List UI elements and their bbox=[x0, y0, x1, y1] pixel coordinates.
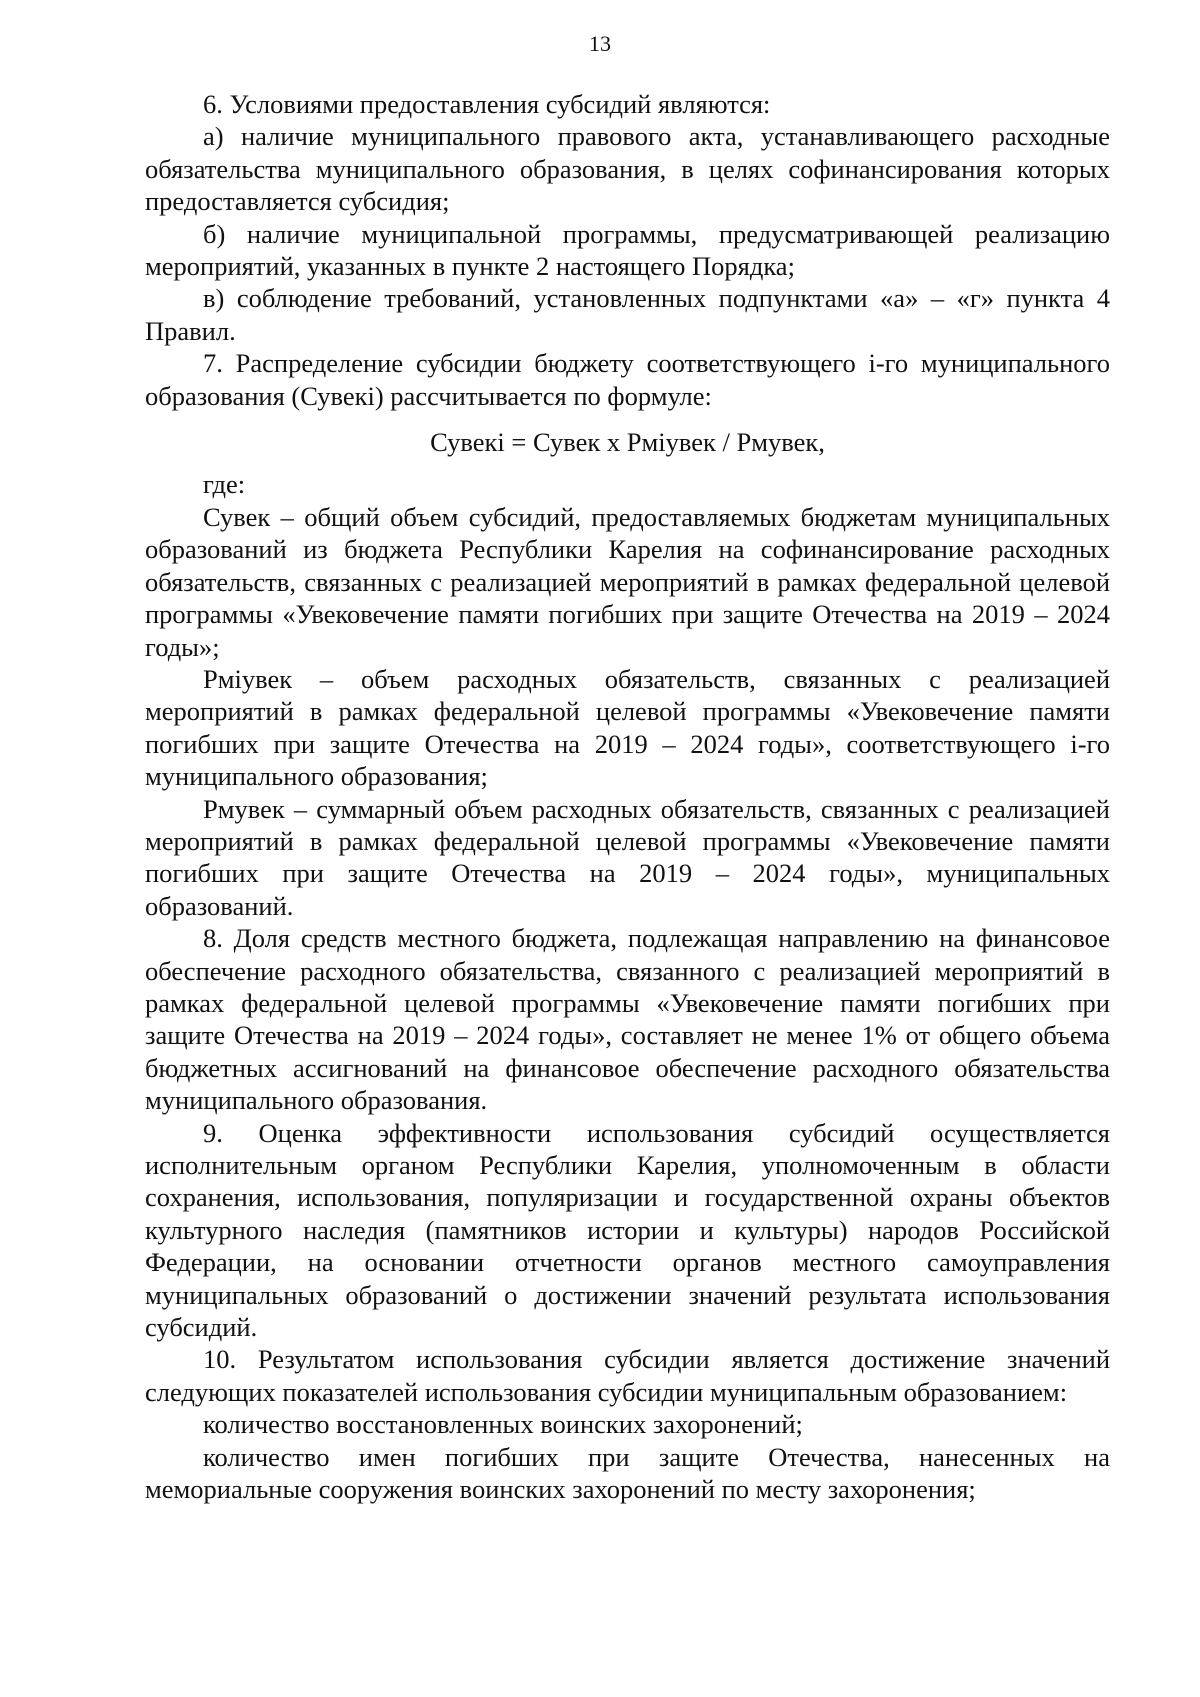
paragraph-6c: в) соблюдение требований, установленных подпунктами «а» – «г» пункта 4 Правил. bbox=[145, 283, 1110, 346]
paragraph-7: 7. Распределение субсидии бюджету соответствующего i-го муниципального образования (Сувекi) рассчитывается по формуле: bbox=[145, 348, 1110, 411]
paragraph-6b: б) наличие муниципальной программы, предусматривающей реализацию мероприятий, указанных в пункте 2 настоящего Порядка; bbox=[145, 218, 1110, 282]
definition-suvek: Сувек – общий объем субсидий, предоставляемых бюджетам муниципальных образований из бюджета Республики Карелия на софинансирование расходных обязательств, связанных с реализацией мероприятий в рамках федеральной целевой программы «Увековечение памяти погибших при защите Отечества на 2019 – 2024 годы»; bbox=[145, 501, 1110, 662]
formula: Сувекi = Сувек x Рмiувек / Рмувек, bbox=[430, 427, 825, 458]
formula-where: где: bbox=[203, 469, 246, 500]
paragraph-9: 9. Оценка эффективности использования субсидий осуществляется исполнительным органом Республики Карелия, уполномоченным в области сохранения, использования, популяризации и государственной охраны объектов культурного наследия (памятников истории и культуры) народов Российской Федерации, на основании отчетности органов местного самоуправления муниципальных образований о достижении значений результата использования субсидий. bbox=[145, 1117, 1110, 1343]
paragraph-6: 6. Условиями предоставления субсидий являются: bbox=[203, 89, 771, 119]
paragraph-10-item-1: количество восстановленных воинских захоронений; bbox=[203, 1409, 803, 1440]
paragraph-8: 8. Доля средств местного бюджета, подлежащая направлению на финансовое обеспечение расходного обязательства, связанного с реализацией мероприятий в рамках федеральной целевой программы «Увековечение памяти погибших при защите Отечества на 2019 – 2024 годы», составляет не менее 1% от общего объема бюджетных ассигнований на финансовое обеспечение расходного обязательства муниципального образования. bbox=[145, 923, 1110, 1116]
definition-rmiuvek: Рмiувек – объем расходных обязательств, связанных с реализацией мероприятий в рамках федеральной целевой программы «Увековечение памяти погибших при защите Отечества на 2019 – 2024 годы», соответствующего i-го муниципального образования; bbox=[145, 663, 1110, 792]
paragraph-10-item-2: количество имен погибших при защите Отечества, нанесенных на мемориальные сооружения воинских захоронений по месту захоронения; bbox=[145, 1441, 1110, 1505]
paragraph-10: 10. Результатом использования субсидии является достижение значений следующих показателей использования субсидии муниципальным образованием: bbox=[145, 1344, 1110, 1407]
page-number: 13 bbox=[589, 31, 611, 56]
paragraph-6a: а) наличие муниципального правового акта, устанавливающего расходные обязательства муниципального образования, в целях софинансирования которых предоставляется субсидия; bbox=[145, 121, 1110, 217]
definition-rmuvek: Рмувек – суммарный объем расходных обязательств, связанных с реализацией мероприятий в рамках федеральной целевой программы «Увековечение памяти погибших при защите Отечества на 2019 – 2024 годы», муниципальных образований. bbox=[145, 793, 1110, 921]
document-body bbox=[145, 88, 1110, 1505]
